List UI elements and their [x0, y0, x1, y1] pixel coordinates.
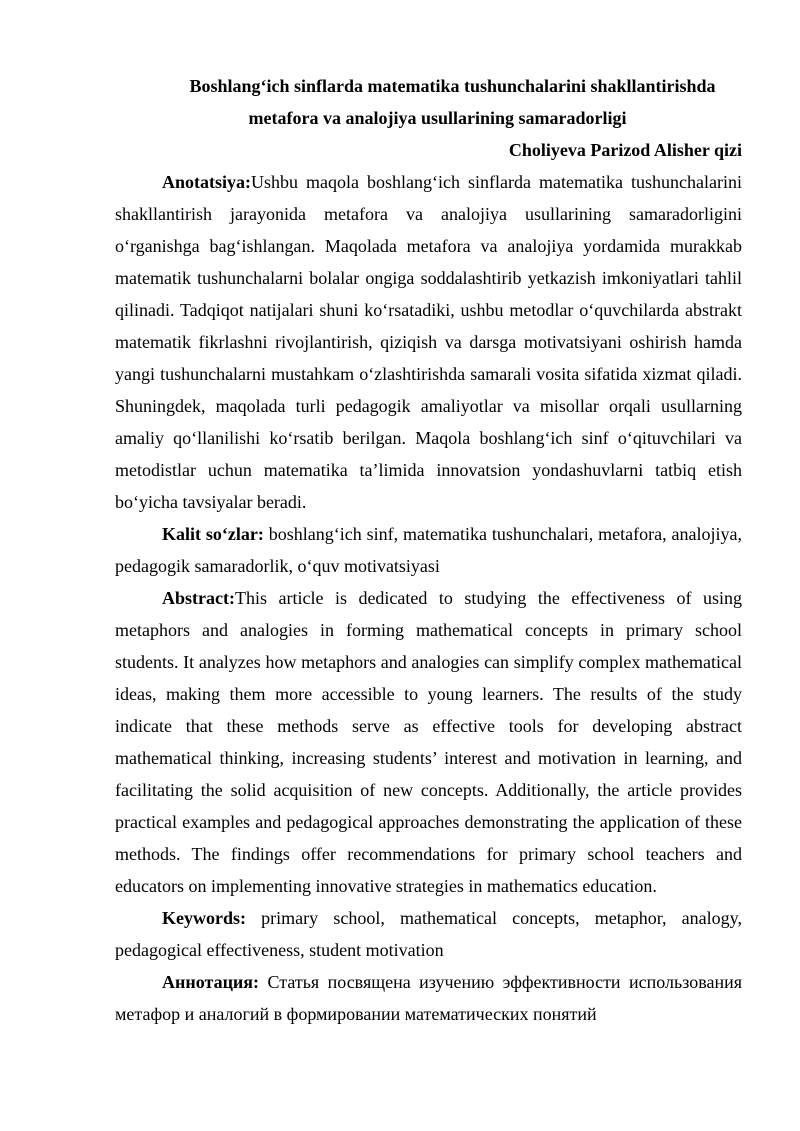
- paper-title-line-2: metafora va analojiya usullarining samaradorligi: [248, 108, 627, 128]
- annotation-uz: [115, 166, 742, 518]
- keywords-en-text: primary school, mathematical concepts, metaphor, analogy, pedagogical effectiveness, student motivation: [115, 908, 742, 960]
- keywords-uz: [115, 518, 742, 582]
- paper-page: [115, 70, 742, 1030]
- keywords-uz-label: Kalit so‘zlar:: [162, 524, 264, 544]
- paper-title: [115, 70, 742, 134]
- abstract-en-label: Abstract:: [162, 588, 235, 608]
- annotation-ru-label: Аннотация:: [162, 972, 260, 992]
- annotation-ru-text: Статья посвящена изучению эффективности использования метафор и аналогий в формировании математических понятий: [115, 972, 742, 1024]
- keywords-uz-text: boshlang‘ich sinf, matematika tushunchalari, metafora, analojiya, pedagogik samaradorlik, o‘quv motivatsiyasi: [115, 524, 742, 576]
- abstract-en: [115, 582, 742, 902]
- annotation-uz-text: Ushbu maqola boshlang‘ich sinflarda matematika tushunchalarini shakllantirish jarayonida metafora va analojiya usullarining samaradorligini o‘rganishga bag‘ishlangan. Maqolada metafora va analojiya yordamida murakkab matematik tushunchalarni bolalar ongiga soddalashtirib yetkazish imkoniyatlari tahlil qilinadi. Tadqiqot natijalari shuni ko‘rsatadiki, ushbu metodlar o‘quvchilarda abstrakt matematik fikrlashni rivojlantirish, qiziqish va darsga motivatsiyani oshirish hamda yangi tushunchalarni mustahkam o‘zlashtirishda samarali vosita sifatida xizmat qiladi. Shuningdek, maqolada turli pedagogik amaliyotlar va misollar orqali usullarning amaliy qo‘llanilishi ko‘rsatib berilgan. Maqola boshlang‘ich sinf o‘qituvchilari va metodistlar uchun matematika ta’limida innovatsion yondashuvlarni tatbiq etish bo‘yicha tavsiyalar beradi.: [115, 172, 742, 512]
- paper-title-line-1: Boshlang‘ich sinflarda matematika tushunchalarini shakllantirishda: [189, 76, 716, 96]
- annotation-uz-label: Anotatsiya:: [162, 172, 251, 192]
- author-name: Choliyeva Parizod Alisher qizi: [508, 140, 742, 160]
- annotation-ru: [115, 966, 742, 1030]
- keywords-en: [115, 902, 742, 966]
- abstract-en-text: This article is dedicated to studying the effectiveness of using metaphors and analogies in forming mathematical concepts in primary school students. It analyzes how metaphors and analogies can simplify complex mathematical ideas, making them more accessible to young learners. The results of the study indicate that these methods serve as effective tools for developing abstract mathematical thinking, increasing students’ interest and motivation in learning, and facilitating the solid acquisition of new concepts. Additionally, the article provides practical examples and pedagogical approaches demonstrating the application of these methods. The findings offer recommendations for primary school teachers and educators on implementing innovative strategies in mathematics education.: [115, 588, 742, 896]
- keywords-en-label: Keywords:: [162, 908, 246, 928]
